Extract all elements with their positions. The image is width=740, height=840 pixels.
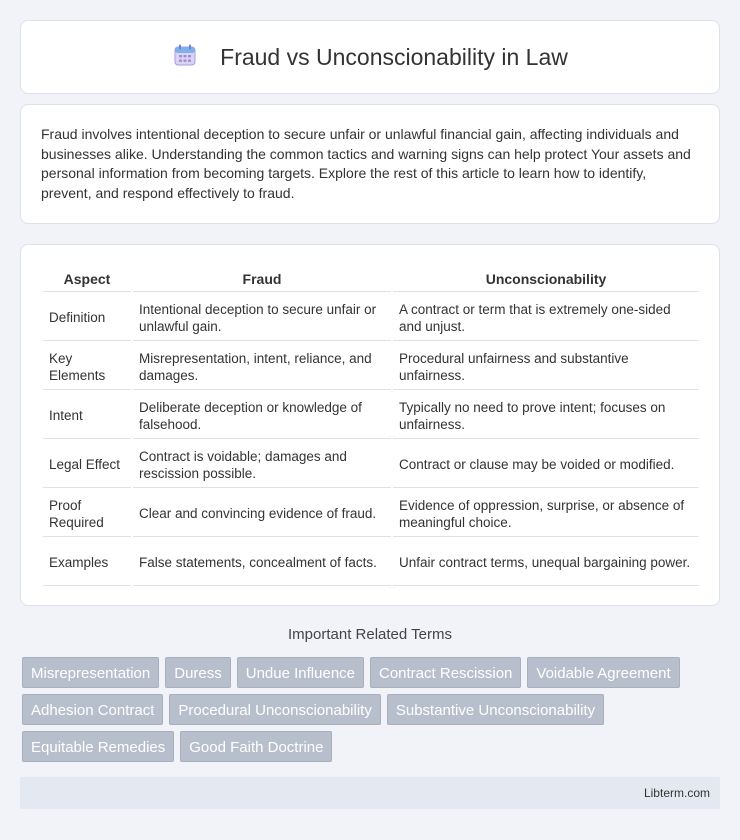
tag-duress[interactable]: Duress bbox=[165, 657, 231, 688]
aspect-cell: Legal Effect bbox=[43, 441, 131, 488]
aspect-cell: Intent bbox=[43, 392, 131, 439]
fraud-cell: Misrepresentation, intent, reliance, and damages. bbox=[133, 343, 391, 390]
page-title: Fraud vs Unconscionability in Law bbox=[220, 43, 568, 70]
tag-misrepresentation[interactable]: Misrepresentation bbox=[22, 657, 159, 688]
title-wrap bbox=[172, 42, 568, 73]
aspect-cell: Examples bbox=[43, 539, 131, 586]
aspect-cell: Definition bbox=[43, 294, 131, 341]
fraud-cell: False statements, concealment of facts. bbox=[133, 539, 391, 586]
intro-card bbox=[20, 104, 720, 224]
table-row bbox=[43, 490, 699, 537]
tag-adhesion-contract[interactable]: Adhesion Contract bbox=[22, 694, 163, 725]
tag-voidable-agreement[interactable]: Voidable Agreement bbox=[527, 657, 679, 688]
unconscionability-cell: Typically no need to prove intent; focuses on unfairness. bbox=[393, 392, 699, 439]
header-fraud: Fraud bbox=[133, 267, 391, 292]
fraud-cell: Deliberate deception or knowledge of falsehood. bbox=[133, 392, 391, 439]
table-row bbox=[43, 539, 699, 586]
intro-text: Fraud involves intentional deception to secure unfair or unlawful financial gain, affecting individuals and businesses alike. Understanding the common tactics and warning signs can help protect Your assets and personal information from becoming targets. Explore the rest of this article to learn how to identify, prevent, and respond effectively to fraud. bbox=[41, 126, 691, 201]
header-unconscionability: Unconscionability bbox=[393, 267, 699, 292]
table-row bbox=[43, 392, 699, 439]
fraud-cell: Intentional deception to secure unfair or unlawful gain. bbox=[133, 294, 391, 341]
aspect-cell: Key Elements bbox=[43, 343, 131, 390]
table-row bbox=[43, 343, 699, 390]
table-row bbox=[43, 294, 699, 341]
unconscionability-cell: Unfair contract terms, unequal bargaining power. bbox=[393, 539, 699, 586]
tag-equitable-remedies[interactable]: Equitable Remedies bbox=[22, 731, 174, 762]
comparison-card bbox=[20, 244, 720, 606]
unconscionability-cell: Procedural unfairness and substantive unfairness. bbox=[393, 343, 699, 390]
unconscionability-cell: Contract or clause may be voided or modified. bbox=[393, 441, 699, 488]
tag-contract-rescission[interactable]: Contract Rescission bbox=[370, 657, 521, 688]
header-card bbox=[20, 20, 720, 94]
comparison-table bbox=[41, 265, 701, 588]
tag-procedural-unconscionability[interactable]: Procedural Unconscionability bbox=[169, 694, 380, 725]
aspect-cell: Proof Required bbox=[43, 490, 131, 537]
tag-good-faith-doctrine[interactable]: Good Faith Doctrine bbox=[180, 731, 332, 762]
fraud-cell: Clear and convincing evidence of fraud. bbox=[133, 490, 391, 537]
header-aspect: Aspect bbox=[43, 267, 131, 292]
calendar-icon bbox=[172, 42, 198, 73]
related-terms-title: Important Related Terms bbox=[288, 626, 452, 643]
related-terms-tags bbox=[22, 657, 722, 762]
tag-undue-influence[interactable]: Undue Influence bbox=[237, 657, 364, 688]
footer-site-link[interactable]: Libterm.com bbox=[643, 786, 710, 800]
table-header-row bbox=[43, 267, 699, 292]
table-row bbox=[43, 441, 699, 488]
unconscionability-cell: A contract or term that is extremely one-sided and unjust. bbox=[393, 294, 699, 341]
footer bbox=[20, 777, 720, 809]
unconscionability-cell: Evidence of oppression, surprise, or absence of meaningful choice. bbox=[393, 490, 699, 537]
tag-substantive-unconscionability[interactable]: Substantive Unconscionability bbox=[387, 694, 604, 725]
fraud-cell: Contract is voidable; damages and rescission possible. bbox=[133, 441, 391, 488]
